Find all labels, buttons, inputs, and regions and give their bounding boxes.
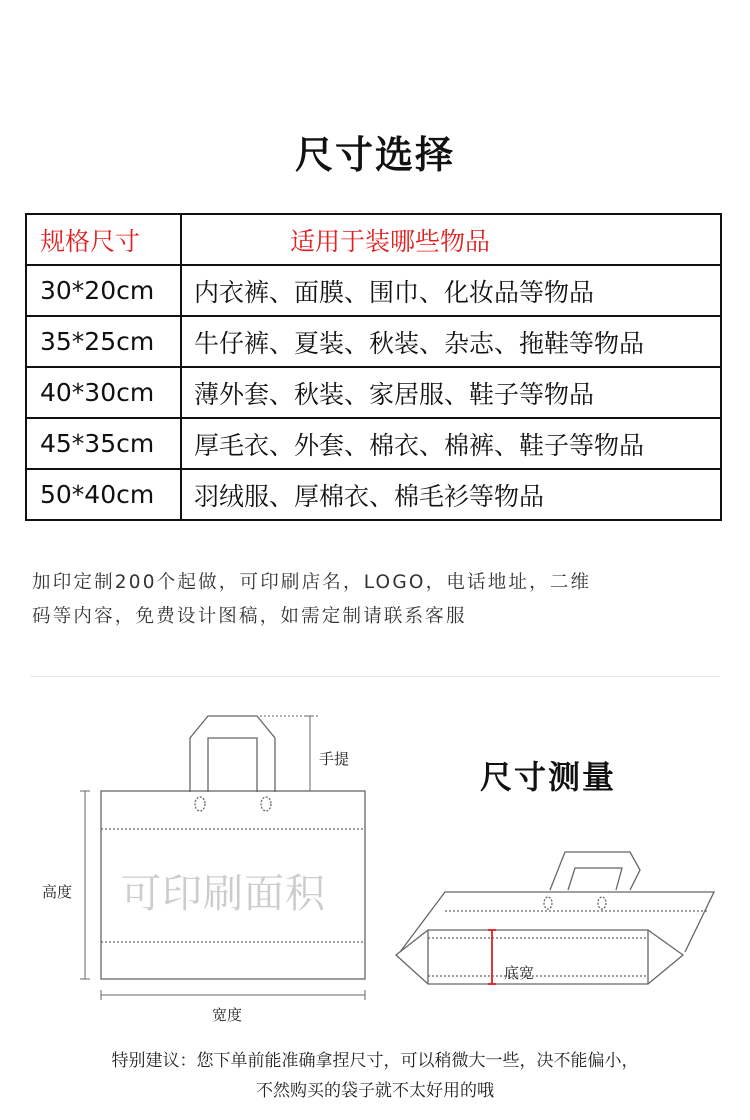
bottom-width-label: 底宽: [504, 964, 535, 982]
note-line-1: 加印定制200个起做，可印刷店名，LOGO，电话地址，二维: [32, 572, 592, 593]
print-area-text: 可印刷面积: [121, 871, 326, 917]
header-items: 适用于装哪些物品: [181, 214, 721, 265]
width-dimension: [101, 990, 365, 1000]
row-items: 内衣裤、面膜、围巾、化妆品等物品: [181, 265, 721, 316]
note-line-2: 码等内容，免费设计图稿，如需定制请联系客服: [32, 606, 467, 627]
row-items: 薄外套、秋装、家居服、鞋子等物品: [181, 367, 721, 418]
page-title: 尺寸选择: [294, 133, 455, 177]
handle-dimension: [260, 716, 318, 791]
height-label: 高度: [42, 883, 73, 901]
measure-title: 尺寸测量: [480, 758, 617, 796]
row-items: 羽绒服、厚棉衣、棉毛衫等物品: [181, 469, 721, 520]
row-size: 45*35cm: [26, 418, 181, 469]
width-label: 宽度: [212, 1006, 243, 1024]
tip-line-1: 特别建议：您下单前能准确拿捏尺寸，可以稍微大一些，决不能偏小，: [111, 1051, 639, 1071]
row-size: 35*25cm: [26, 316, 181, 367]
row-size: 40*30cm: [26, 367, 181, 418]
row-items: 厚毛衣、外套、棉衣、棉裤、鞋子等物品: [181, 418, 721, 469]
side-bag-drawing: [396, 852, 714, 984]
row-items: 牛仔裤、夏装、秋装、杂志、拖鞋等物品: [181, 316, 721, 367]
height-dimension: [80, 791, 90, 979]
row-size: 50*40cm: [26, 469, 181, 520]
handle-label: 手提: [319, 750, 350, 768]
tip-line-2: 不然购买的袋子就不太好用的哦: [256, 1081, 494, 1101]
row-size: 30*20cm: [26, 265, 181, 316]
header-size: 规格尺寸: [26, 214, 181, 265]
